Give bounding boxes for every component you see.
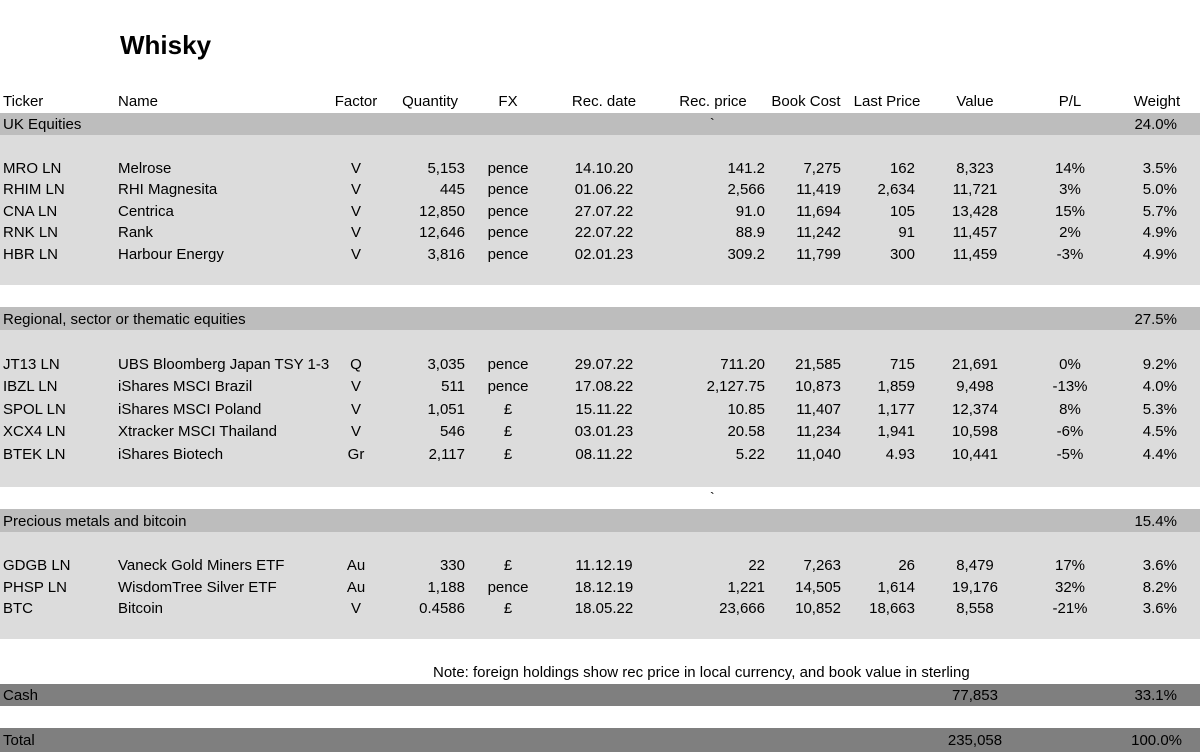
cell-quantity: 3,816 (427, 245, 465, 263)
cell-pl: 32% (1054, 578, 1086, 596)
cell-factor: V (350, 245, 361, 263)
cell-value: 11,457 (952, 224, 998, 242)
cell-ticker: HBR LN (3, 245, 59, 263)
table-row (0, 179, 1200, 201)
header-name: Name (118, 93, 159, 110)
cell-fx: pence (487, 224, 529, 242)
cell-name: Bitcoin (118, 600, 164, 617)
total-row (0, 730, 1200, 752)
cell-book-cost: 7,275 (803, 160, 841, 177)
cell-value: 8,323 (956, 160, 994, 177)
header-factor: Factor (334, 93, 378, 110)
cell-fx: £ (503, 400, 513, 418)
cell-value: 8,558 (956, 600, 994, 617)
cell-last-price: 300 (889, 245, 915, 263)
table-row (0, 222, 1200, 244)
cell-pl: 17% (1054, 557, 1086, 574)
cell-value: 11,721 (952, 181, 998, 199)
cell-weight: 4.4% (1142, 445, 1177, 463)
cell-ticker: CNA LN (3, 202, 58, 220)
cell-fx: pence (487, 245, 529, 263)
total-weight: 100.0% (1131, 732, 1182, 749)
cell-rec-date: 27.07.22 (574, 202, 634, 220)
cell-pl: -3% (1056, 245, 1084, 263)
cell-rec-date: 01.06.22 (574, 181, 634, 199)
cell-factor: Au (346, 557, 366, 574)
cell-book-cost: 11,694 (796, 202, 841, 220)
cell-factor: Gr (347, 445, 365, 463)
cell-ticker: JT13 LN (3, 356, 60, 373)
cell-pl: -5% (1056, 445, 1084, 463)
cell-last-price: 2,634 (877, 181, 915, 199)
cash-weight: 33.1% (1134, 687, 1177, 704)
cell-rec-price: 141.2 (727, 160, 765, 177)
cell-fx: pence (487, 356, 529, 373)
cell-weight: 4.5% (1142, 423, 1177, 441)
cell-name: Harbour Energy (118, 245, 224, 263)
cell-name: Rank (118, 224, 154, 242)
cell-value: 10,441 (952, 445, 998, 463)
cell-weight: 5.0% (1142, 181, 1177, 199)
cell-name: iShares Biotech (118, 445, 224, 463)
cell-ticker: PHSP LN (3, 578, 67, 596)
cell-quantity: 546 (439, 423, 465, 441)
header-book-cost: Book Cost (771, 93, 841, 110)
table-row (0, 555, 1200, 577)
cell-rec-date: 18.12.19 (574, 578, 634, 596)
cell-value: 21,691 (952, 356, 998, 373)
cell-rec-price: 23,666 (719, 600, 765, 617)
cell-factor: V (350, 600, 361, 617)
section-weight: 24.0% (1134, 116, 1177, 133)
cell-quantity: 330 (439, 557, 465, 574)
cell-value: 13,428 (952, 202, 998, 220)
cell-ticker: BTC (3, 600, 33, 617)
header-quantity: Quantity (402, 93, 458, 110)
cell-last-price: 26 (898, 557, 915, 574)
cell-fx: £ (503, 445, 513, 463)
cell-name: WisdomTree Silver ETF (118, 578, 277, 596)
cell-rec-price: 309.2 (727, 245, 765, 263)
cell-ticker: GDGB LN (3, 557, 71, 574)
cell-pl: -6% (1056, 423, 1084, 441)
header-value: Value (956, 93, 994, 110)
cell-weight: 4.9% (1142, 245, 1177, 263)
table-row (0, 244, 1200, 266)
cell-fx: pence (487, 578, 529, 596)
cell-rec-date: 14.10.20 (574, 160, 634, 177)
cell-value: 12,374 (952, 400, 998, 418)
section-name: Precious metals and bitcoin (3, 513, 187, 530)
header-pl: P/L (1058, 93, 1082, 110)
cell-name: Melrose (118, 160, 172, 177)
cell-pl: -21% (1052, 600, 1088, 617)
cell-last-price: 1,941 (877, 423, 915, 441)
cell-ticker: RHIM LN (3, 181, 65, 199)
cell-book-cost: 11,040 (796, 445, 841, 463)
total-label: Total (3, 732, 35, 749)
table-row (0, 577, 1200, 599)
cell-value: 19,176 (952, 578, 998, 596)
cell-last-price: 4.93 (885, 445, 915, 463)
section-name: UK Equities (3, 116, 82, 133)
cell-quantity: 511 (441, 378, 465, 396)
cell-factor: V (350, 423, 361, 441)
section-header-uk-equities (0, 114, 1200, 136)
column-header-row (0, 91, 1200, 113)
cell-last-price: 18,663 (869, 600, 915, 617)
cell-fx: £ (503, 423, 513, 441)
header-last-price: Last Price (853, 93, 921, 110)
cell-weight: 9.2% (1142, 356, 1177, 373)
cell-pl: -13% (1052, 378, 1088, 396)
cell-book-cost: 11,799 (796, 245, 841, 263)
header-fx: FX (498, 93, 518, 110)
cell-name: Xtracker MSCI Thailand (118, 423, 277, 441)
cell-factor: Au (346, 578, 366, 596)
cell-book-cost: 7,263 (803, 557, 841, 574)
cell-rec-date: 08.11.22 (575, 445, 633, 463)
cell-ticker: RNK LN (3, 224, 59, 242)
section-header-regional (0, 309, 1200, 331)
cell-rec-price: 20.58 (727, 423, 765, 441)
cell-pl: 0% (1059, 356, 1081, 373)
table-row (0, 444, 1200, 466)
cell-last-price: 162 (889, 160, 915, 177)
cell-ticker: IBZL LN (3, 378, 58, 396)
table-row (0, 354, 1200, 376)
cell-rec-date: 15.11.22 (575, 400, 633, 418)
cash-label: Cash (3, 687, 39, 704)
table-row (0, 598, 1200, 620)
cell-quantity: 1,188 (427, 578, 465, 596)
cell-book-cost: 14,505 (795, 578, 841, 596)
cash-row (0, 685, 1200, 707)
page-title: Whisky (120, 30, 212, 60)
cell-rec-price: 91.0 (735, 202, 765, 220)
cell-factor: V (350, 160, 361, 177)
cell-fx: pence (487, 160, 529, 177)
cell-factor: V (350, 224, 361, 242)
cell-factor: V (350, 181, 361, 199)
cell-rec-date: 29.07.22 (574, 356, 634, 373)
cell-weight: 5.3% (1142, 400, 1177, 418)
section-header-precious-metals (0, 511, 1200, 533)
cell-name: iShares MSCI Poland (118, 400, 262, 418)
cell-rec-price: 5.22 (735, 445, 765, 463)
cell-book-cost: 11,242 (796, 224, 841, 242)
cell-name: RHI Magnesita (118, 181, 218, 199)
cash-value: 77,853 (952, 687, 998, 704)
cell-rec-price: 88.9 (735, 224, 765, 242)
cell-last-price: 1,177 (877, 400, 915, 418)
footnote: Note: foreign holdings show rec price in local currency, and book value in sterling (433, 664, 970, 681)
cell-weight: 8.2% (1142, 578, 1177, 596)
cell-ticker: SPOL LN (3, 400, 66, 418)
cell-value: 10,598 (952, 423, 998, 441)
cell-factor: V (350, 378, 361, 396)
cell-fx: pence (487, 202, 529, 220)
stray-mark: ` (710, 489, 715, 505)
cell-value: 8,479 (956, 557, 994, 574)
cell-quantity: 2,117 (428, 445, 465, 463)
cell-fx: £ (503, 600, 513, 617)
cell-last-price: 105 (889, 202, 915, 220)
cell-pl: 8% (1059, 400, 1081, 418)
table-row (0, 201, 1200, 223)
cell-rec-date: 18.05.22 (574, 600, 634, 617)
table-row (0, 376, 1200, 398)
cell-quantity: 1,051 (427, 400, 465, 418)
cell-quantity: 0.4586 (419, 600, 465, 617)
header-ticker: Ticker (3, 93, 44, 110)
cell-fx: £ (503, 557, 513, 574)
cell-rec-price: 1,221 (727, 578, 765, 596)
cell-fx: pence (487, 378, 529, 396)
cell-factor: V (350, 202, 361, 220)
cell-name: UBS Bloomberg Japan TSY 1-3 (118, 356, 330, 373)
cell-rec-date: 17.08.22 (574, 378, 634, 396)
table-row (0, 158, 1200, 180)
cell-factor: V (350, 400, 361, 418)
cell-book-cost: 11,407 (796, 400, 841, 418)
table-row (0, 421, 1200, 443)
cell-name: Centrica (118, 202, 174, 220)
cell-quantity: 3,035 (427, 356, 465, 373)
cell-quantity: 445 (439, 181, 465, 199)
total-value: 235,058 (947, 732, 1003, 749)
cell-fx: pence (487, 181, 529, 199)
cell-ticker: MRO LN (3, 160, 62, 177)
cell-book-cost: 21,585 (795, 356, 841, 373)
header-rec-price: Rec. price (679, 93, 747, 110)
header-rec-date: Rec. date (571, 93, 637, 110)
cell-rec-price: 2,127.75 (706, 378, 765, 396)
cell-ticker: BTEK LN (3, 445, 66, 463)
cell-rec-price: 2,566 (727, 181, 765, 199)
cell-book-cost: 11,234 (796, 423, 841, 441)
cell-ticker: XCX4 LN (3, 423, 66, 441)
cell-quantity: 12,646 (419, 224, 465, 242)
cell-weight: 3.6% (1142, 600, 1177, 617)
stray-mark: ` (710, 115, 715, 131)
cell-last-price: 1,859 (877, 378, 915, 396)
cell-quantity: 5,153 (427, 160, 465, 177)
table-row (0, 399, 1200, 421)
cell-book-cost: 10,852 (795, 600, 841, 617)
cell-pl: 2% (1059, 224, 1081, 242)
cell-name: iShares MSCI Brazil (118, 378, 253, 396)
cell-factor: Q (350, 356, 362, 373)
cell-rec-date: 11.12.19 (575, 557, 633, 574)
cell-rec-price: 22 (748, 557, 765, 574)
cell-weight: 3.5% (1142, 160, 1177, 177)
cell-weight: 4.0% (1142, 378, 1177, 396)
cell-rec-date: 03.01.23 (574, 423, 634, 441)
header-weight: Weight (1133, 93, 1181, 110)
cell-pl: 3% (1059, 181, 1081, 199)
cell-weight: 3.6% (1142, 557, 1177, 574)
cell-name: Vaneck Gold Miners ETF (118, 557, 285, 574)
cell-last-price: 1,614 (877, 578, 915, 596)
section-name: Regional, sector or thematic equities (3, 311, 246, 328)
cell-pl: 15% (1054, 202, 1086, 220)
cell-rec-price: 10.85 (727, 400, 765, 418)
cell-rec-price: 711.20 (720, 356, 765, 373)
cell-quantity: 12,850 (419, 202, 465, 220)
section-weight: 27.5% (1134, 311, 1177, 328)
cell-weight: 4.9% (1142, 224, 1177, 242)
cell-last-price: 715 (889, 356, 915, 373)
cell-book-cost: 11,419 (796, 181, 841, 199)
cell-value: 11,459 (952, 245, 998, 263)
cell-pl: 14% (1054, 160, 1086, 177)
cell-value: 9,498 (956, 378, 994, 396)
cell-last-price: 91 (898, 224, 915, 242)
cell-rec-date: 22.07.22 (574, 224, 634, 242)
cell-weight: 5.7% (1142, 202, 1177, 220)
section-weight: 15.4% (1134, 513, 1177, 530)
cell-book-cost: 10,873 (795, 378, 841, 396)
cell-rec-date: 02.01.23 (574, 245, 634, 263)
